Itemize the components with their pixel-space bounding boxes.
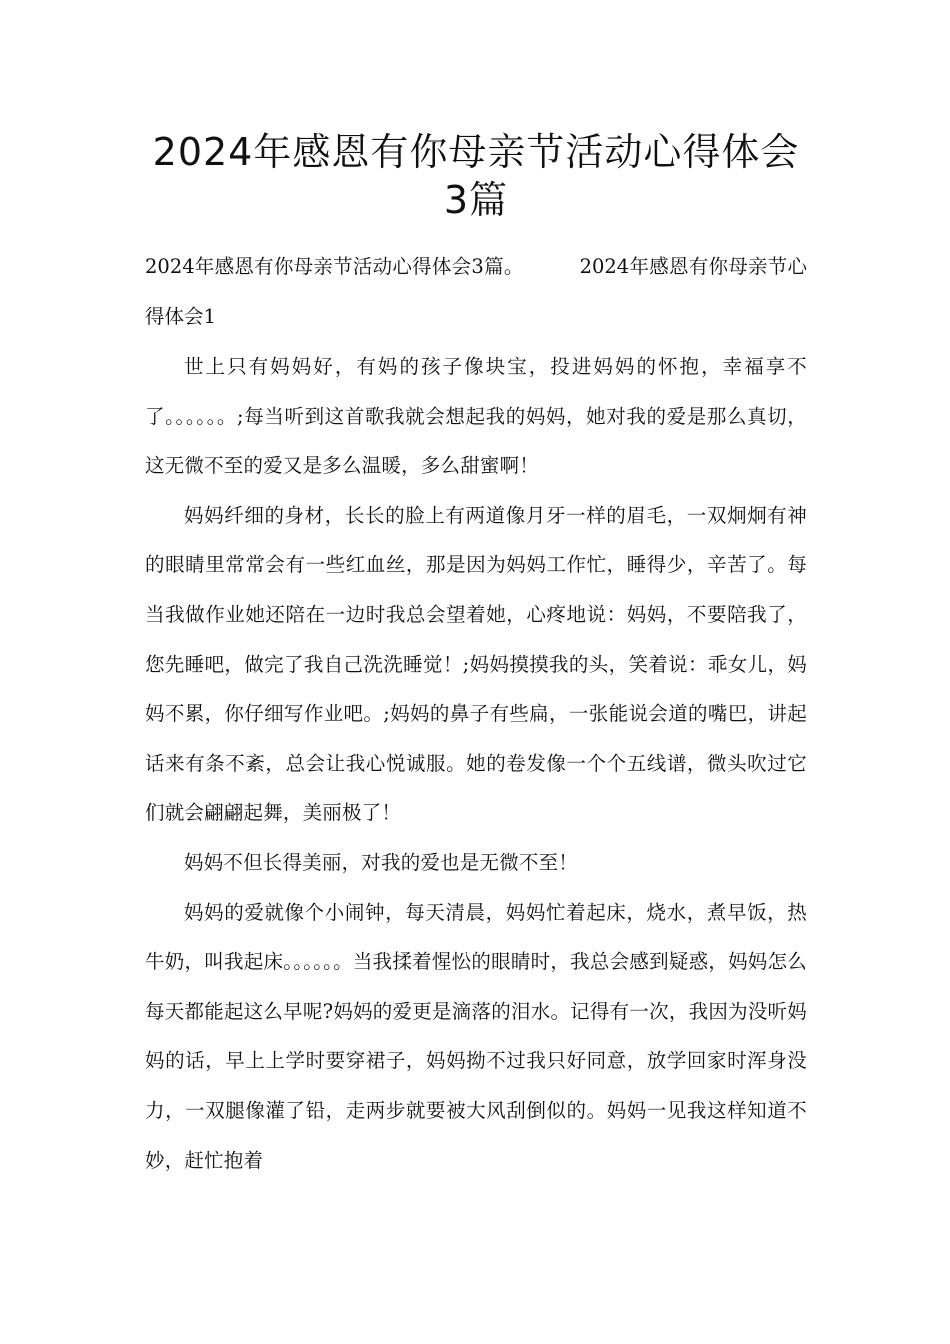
paragraph-2: 妈妈纤细的身材，长长的脸上有两道像月牙一样的眉毛，一双炯炯有神的眼睛里常常会有一些红血丝，那是因为妈妈工作忙，睡得少，辛苦了。每当我做作业她还陪在一边时我总会望着她，心疼地说：妈妈，不要陪我了，您先睡吧，做完了我自己洗洗睡觉！;妈妈摸摸我的头，笑着说：乖女儿，妈妈不累，你仔细写作业吧。;妈妈的鼻子有些扁，一张能说会道的嘴巴，讲起话来有条不紊，总会让我心悦诚服。她的卷发像一个个五线谱，微头吹过它们就会翩翩起舞，美丽极了！: [145, 503, 807, 825]
document-title: 2024年感恩有你母亲节活动心得体会3篇: [152, 130, 800, 222]
paragraph-4: 妈妈的爱就像个小闹钟，每天清晨，妈妈忙着起床，烧水，煮早饭，热牛奶，叫我起床。。。。。。当我揉着惺忪的眼睛时，我总会感到疑惑，妈妈怎么每天都能起这么早呢?妈妈的爱更是滴落的泪水。记得有一次，我因为没听妈妈的话，早上上学时要穿裙子，妈妈拗不过我只好同意，放学回家时浑身没力，一双腿像灌了铅，走两步就要被大风刮倒似的。妈妈一见我这样知道不妙，赶忙抱着: [145, 900, 807, 1172]
paragraph-1: 世上只有妈妈好，有妈的孩子像块宝，投进妈妈的怀抱，幸福享不了。。。。。。;每当听到这首歌我就会想起我的妈妈，她对我的爱是那么真切，这无微不至的爱又是多么温暖，多么甜蜜啊！: [145, 355, 807, 478]
intro-part-2: 2024年感恩有你母亲节心得体会1: [145, 255, 807, 328]
paragraph-3: 妈妈不但长得美丽，对我的爱也是无微不至！: [184, 850, 579, 874]
document-page: [145, 128, 807, 1185]
intro-part-1: 2024年感恩有你母亲节活动心得体会3篇。: [145, 255, 524, 278]
intro-line: [145, 242, 807, 342]
